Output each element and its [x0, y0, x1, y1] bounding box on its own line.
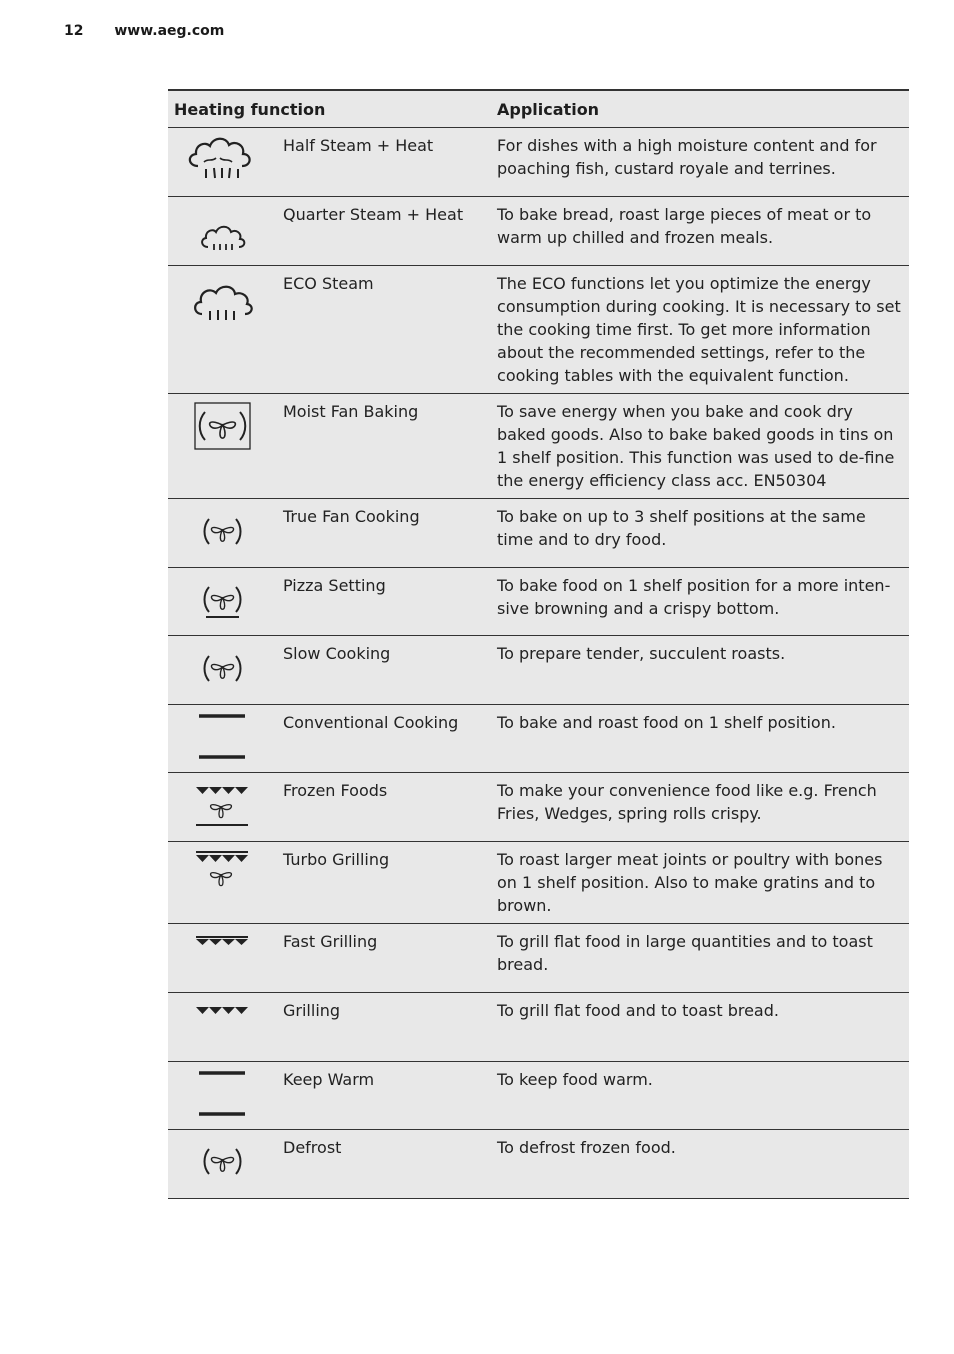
function-application: To grill flat food and to toast bread.: [491, 993, 909, 1062]
fan-icon: [168, 636, 277, 705]
grill-fan-bottom-icon: [168, 773, 277, 842]
top-bottom-heat-icon: [168, 1062, 277, 1130]
table-row: [168, 1062, 909, 1130]
table-row: [168, 705, 909, 773]
function-name: Conventional Cooking: [277, 705, 491, 773]
fast-grill-icon: [168, 924, 277, 993]
table-row: [168, 266, 909, 394]
website-link[interactable]: www.aeg.com: [114, 23, 225, 39]
function-application: To defrost frozen food.: [491, 1130, 909, 1199]
fan-icon: [168, 499, 277, 568]
top-bottom-heat-icon: [168, 705, 277, 773]
function-name: ECO Steam: [277, 266, 491, 394]
function-application: For dishes with a high moisture content and for poaching fish, custard royale and terrines.: [491, 128, 909, 197]
steam-cloud-small-icon: [168, 197, 277, 266]
table-row: [168, 128, 909, 197]
function-application: To bake food on 1 shelf position for a more inten-sive browning and a crispy bottom.: [491, 568, 909, 636]
function-application: The ECO functions let you optimize the energy consumption during cooking. It is necessary to set the cooking time first. To get more information about the recommended settings, refer to the cooking tables with the equivalent function.: [491, 266, 909, 394]
table-row: [168, 1130, 909, 1199]
function-application: To save energy when you bake and cook dry baked goods. Also to bake baked goods in tins on 1 shelf position. This function was used to de-fine the energy efficiency class acc. EN50304: [491, 394, 909, 499]
function-application: To bake bread, roast large pieces of meat or to warm up chilled and frozen meals.: [491, 197, 909, 266]
fan-icon: [168, 1130, 277, 1199]
function-application: To make your convenience food like e.g. French Fries, Wedges, spring rolls crispy.: [491, 773, 909, 842]
function-name: True Fan Cooking: [277, 499, 491, 568]
steam-cloud-large-icon: [168, 128, 277, 197]
fan-bottom-heat-icon: [168, 568, 277, 637]
table-row: [168, 636, 909, 705]
grill-fan-icon: [168, 842, 277, 911]
function-name: Defrost: [277, 1130, 491, 1199]
table-row: [168, 773, 909, 842]
steam-cloud-icon: [168, 266, 277, 335]
function-name: Pizza Setting: [277, 568, 491, 636]
function-name: Quarter Steam + Heat: [277, 197, 491, 266]
table-row: [168, 394, 909, 499]
column-header-heating-function: Heating function: [168, 90, 491, 128]
table-row: [168, 842, 909, 924]
function-application: To keep food warm.: [491, 1062, 909, 1130]
function-name: Half Steam + Heat: [277, 128, 491, 197]
function-name: Fast Grilling: [277, 924, 491, 993]
table-row: [168, 568, 909, 636]
function-name: Frozen Foods: [277, 773, 491, 842]
function-name: Turbo Grilling: [277, 842, 491, 924]
function-name: Keep Warm: [277, 1062, 491, 1130]
function-application: To bake and roast food on 1 shelf position.: [491, 705, 909, 773]
function-name: Grilling: [277, 993, 491, 1062]
fan-boxed-icon: [168, 394, 277, 463]
grill-icon: [168, 993, 277, 1062]
table-row: [168, 499, 909, 568]
function-name: Slow Cooking: [277, 636, 491, 705]
function-application: To grill flat food in large quantities and to toast bread.: [491, 924, 909, 993]
page-header: [64, 23, 224, 39]
page-number: 12: [64, 23, 84, 39]
table-row: [168, 197, 909, 266]
heating-functions-table: [168, 89, 909, 1199]
table-row: [168, 993, 909, 1062]
column-header-application: Application: [491, 90, 909, 128]
function-name: Moist Fan Baking: [277, 394, 491, 499]
function-application: To roast larger meat joints or poultry with bones on 1 shelf position. Also to make gratins and to brown.: [491, 842, 909, 924]
function-application: To prepare tender, succulent roasts.: [491, 636, 909, 705]
table-row: [168, 924, 909, 993]
function-application: To bake on up to 3 shelf positions at the same time and to dry food.: [491, 499, 909, 568]
